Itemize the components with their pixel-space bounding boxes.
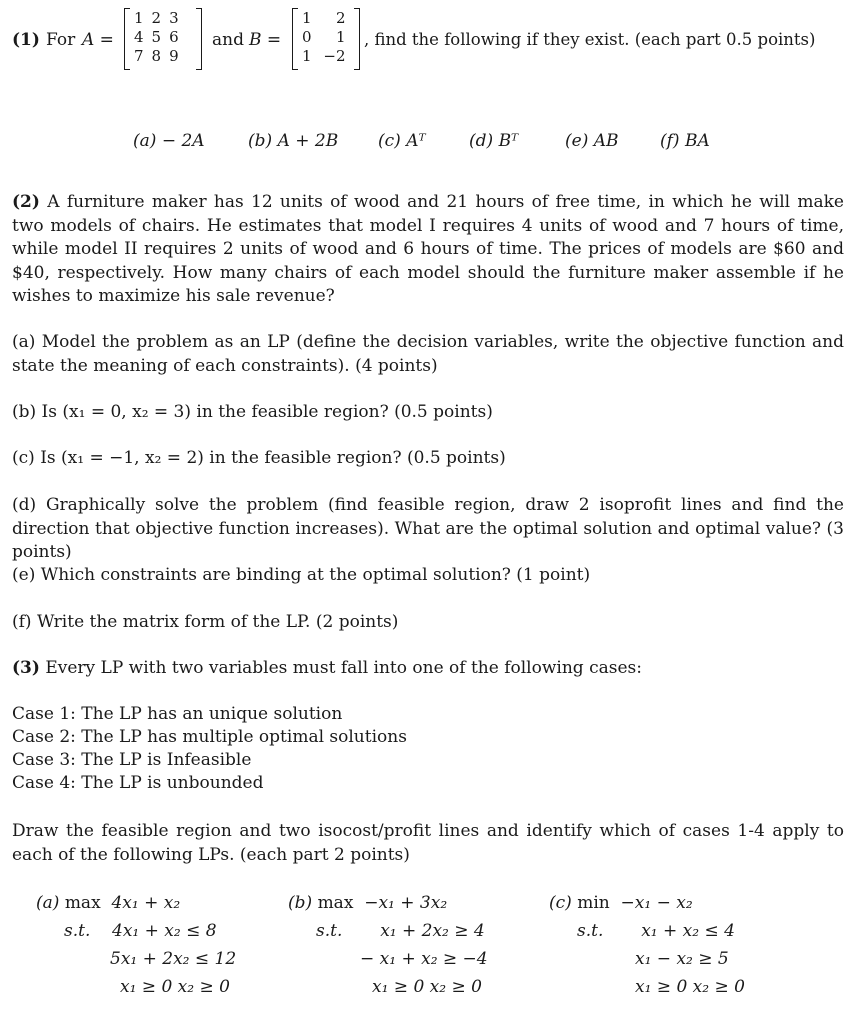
case-item: Case 4: The LP is unbounded <box>12 773 264 793</box>
lp-constraint: x₁ + 2x₂ ≥ 4 <box>380 921 485 941</box>
matrix-a-cell: 9 <box>169 47 179 65</box>
matrix-b-cell: 0 <box>302 28 312 46</box>
q3-instruction: Draw the feasible region and two isocost/profit lines and identify which of cases 1-4 apply to each of the following LPs. (each part 2 points) <box>12 821 844 865</box>
q2-problem-statement <box>12 191 844 309</box>
lp-constraint: 4x₁ + x₂ ≤ 8 <box>112 921 217 941</box>
lp-label: (c) <box>549 893 572 913</box>
q1-part-d <box>469 133 518 150</box>
matrix-a-cell: 2 <box>151 9 162 27</box>
matrix-a-cell: 3 <box>169 9 179 27</box>
matrix-b-cell: 1 <box>336 28 346 46</box>
q2-part-f: (f) Write the matrix form of the LP. (2 points) <box>12 612 399 632</box>
part-label: (d) <box>469 131 494 151</box>
lp-constraint: x₁ ≥ 0 x₂ ≥ 0 <box>635 977 745 997</box>
case-item: Case 1: The LP has an unique solution <box>12 704 343 724</box>
lp-objective: −x₁ + 3x₂ <box>364 893 448 913</box>
matrix-a-cell: 8 <box>151 47 162 65</box>
q1-part-f <box>660 133 710 150</box>
q2-part-c: (c) Is (x₁ = −1, x₂ = 2) in the feasible region? (0.5 points) <box>12 448 506 468</box>
q1-part-c <box>378 133 426 150</box>
q1-part-a <box>133 133 205 150</box>
matrix-a-cell: 7 <box>134 47 144 65</box>
lp-sense: max <box>64 893 101 913</box>
part-label: (f) <box>660 131 680 151</box>
q2-part-a: (a) Model the problem as an LP (define the decision variables, write the objective function and state the meaning of each constraints). (4 points) <box>12 332 844 376</box>
matrix-b-cell: −2 <box>323 47 346 65</box>
part-expr: AB <box>593 131 619 151</box>
q2-part-e: (e) Which constraints are binding at the optimal solution? (1 point) <box>12 565 591 585</box>
lp-b <box>288 889 488 1001</box>
lp-constraint: − x₁ + x₂ ≥ −4 <box>360 949 488 969</box>
q1-part-b <box>248 133 338 150</box>
lp-label: (b) <box>288 893 313 913</box>
lp-constraint: x₁ ≥ 0 x₂ ≥ 0 <box>120 977 230 997</box>
lp-objective: −x₁ − x₂ <box>620 893 693 913</box>
part-label: (b) <box>248 131 273 151</box>
case-item: Case 3: The LP is Infeasible <box>12 750 252 770</box>
matrix-b <box>292 8 360 70</box>
q2-text: A furniture maker has 12 units of wood and 21 hours of free time, in which he will make two models of chairs. He estimates that model I requires 4 units of wood and 7 hours of time, while model II requires 2 units of wood and 6 hours of time. The prices of models are $60 and $40, respectively. How many chairs of each model should the furniture maker assemble if he wishes to maximize his sale revenue? <box>12 192 844 306</box>
matrix-a <box>124 8 202 70</box>
lp-c <box>549 889 745 1001</box>
part-label: (a) <box>133 131 157 151</box>
q2-part-d: (d) Graphically solve the problem (find feasible region, draw 2 isoprofit lines and find the direction that objective function increases). What are the optimal solution and optimal value? (3 points) <box>12 495 844 562</box>
q1-matrix-a-label: A = <box>82 30 114 50</box>
lp-constraint: x₁ + x₂ ≤ 4 <box>641 921 735 941</box>
matrix-a-cell: 1 <box>134 9 144 27</box>
matrix-a-cell: 6 <box>169 28 179 46</box>
q3-intro <box>12 657 844 681</box>
q1-and-text: and <box>212 30 244 50</box>
lp-label: (a) <box>36 893 60 913</box>
matrix-a-cell: 4 <box>134 28 144 46</box>
q1-matrix-b-label: B = <box>249 30 282 50</box>
q1-part-e <box>565 133 619 150</box>
part-expr: − 2A <box>161 131 205 151</box>
matrix-a-cell: 5 <box>151 28 162 46</box>
q1-for-text: For <box>46 30 76 50</box>
lp-st: s.t. <box>577 921 604 941</box>
lp-constraint: x₁ − x₂ ≥ 5 <box>635 949 729 969</box>
case-item: Case 2: The LP has multiple optimal solutions <box>12 727 407 747</box>
lp-sense: max <box>317 893 354 913</box>
part-label: (e) <box>565 131 589 151</box>
q1-tail-text: , find the following if they exist. (each part 0.5 points) <box>364 30 816 49</box>
q2-number: (2) <box>12 192 40 212</box>
lp-constraint: 5x₁ + 2x₂ ≤ 12 <box>110 949 237 969</box>
lp-objective: 4x₁ + x₂ <box>111 893 181 913</box>
part-label: (c) <box>378 131 401 151</box>
part-expr: BA <box>684 131 710 151</box>
q1-number: (1) <box>12 30 40 50</box>
q3-intro-text: Every LP with two variables must fall into one of the following cases: <box>45 658 642 678</box>
matrix-b-cell: 1 <box>302 47 312 65</box>
matrix-b-cell: 2 <box>336 9 346 27</box>
part-expr: Aᵀ <box>406 131 426 151</box>
lp-sense: min <box>577 893 610 913</box>
q3-case-list <box>12 703 844 795</box>
part-expr: Bᵀ <box>498 131 519 151</box>
lp-st: s.t. <box>316 921 343 941</box>
lp-a <box>36 889 236 1001</box>
lp-constraint: x₁ ≥ 0 x₂ ≥ 0 <box>372 977 482 997</box>
q2-part-b: (b) Is (x₁ = 0, x₂ = 3) in the feasible region? (0.5 points) <box>12 402 493 422</box>
matrix-b-cell: 1 <box>302 9 312 27</box>
part-expr: A + 2B <box>277 131 339 151</box>
lp-st: s.t. <box>64 921 91 941</box>
q3-number: (3) <box>12 658 40 678</box>
